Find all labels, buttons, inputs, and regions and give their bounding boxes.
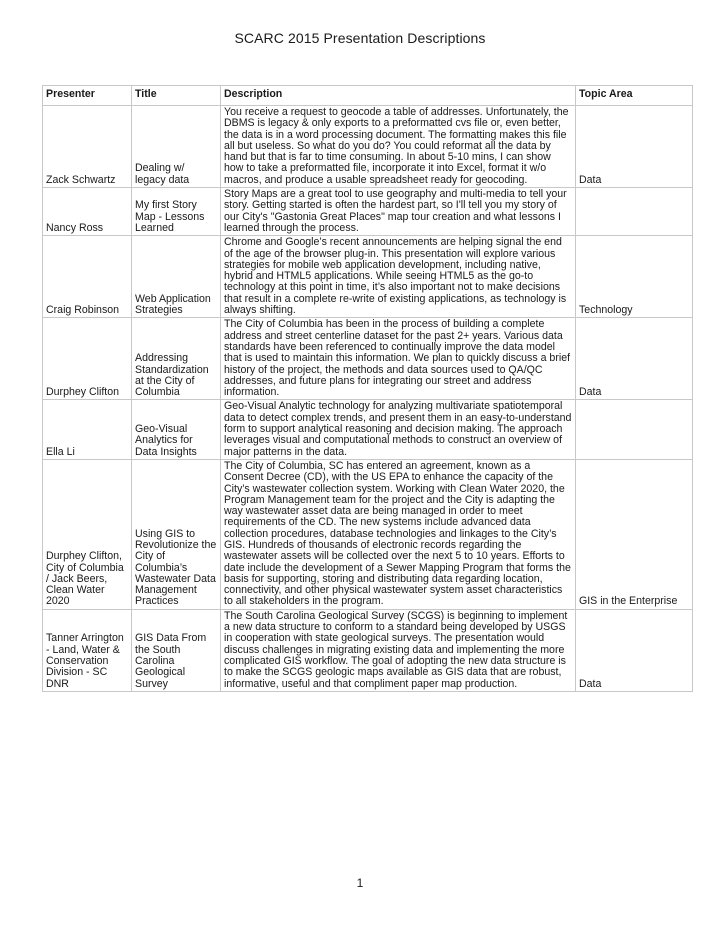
table-row <box>43 106 693 188</box>
table-row <box>43 188 693 236</box>
topic-cell: Data <box>576 609 693 691</box>
title-cell: Dealing w/ legacy data <box>132 106 221 188</box>
description-cell: The City of Columbia, SC has entered an agreement, known as a Consent Decree (CD), with the US EPA to enhance the capacity of the City’s wastewater collection system. Working with Clean Water 2020, the Program Management team for the project and the City is adapting the way wastewater asset data are being managed in order to meet requirements of the CD. The new systems include advanced data collection procedures, database technologies and linkages to the City’s GIS. Hundreds of thousands of electronic records regarding the wastewater assets will be collected over the next 5 to 10 years. Efforts to date include the development of a Sewer Mapping Program that forms the basis for supporting, storing and distributing data regarding location, connectivity, and other physical wastewater system asset characteristics to all stakeholders in the program. <box>221 459 576 609</box>
description-cell: You receive a request to geocode a table of addresses. Unfortunately, the DBMS is legacy & only exports to a preformatted cvs file or, even better, the data is in a word processing document. The formatting makes this file all but useless. So what do you do? You could reformat all the data by hand but that is far to time consuming. In about 5-10 mins, I can show how to take a preformatted file, incorporate it into Excel, format it w/o macros, and produce a usable spreadsheet ready for geocoding. <box>221 106 576 188</box>
title-cell: Addressing Standardization at the City of Columbia <box>132 318 221 400</box>
header-title: Title <box>132 86 221 106</box>
document-title: SCARC 2015 Presentation Descriptions <box>234 30 486 46</box>
topic-cell <box>576 400 693 459</box>
table-row <box>43 236 693 318</box>
table-row <box>43 459 693 609</box>
description-cell: The City of Columbia has been in the process of building a complete address and street centerline dataset for the past 2+ years. Various data standards have been referenced to continually improve the data model that is used to maintain this information. We plan to quickly discuss a brief history of the project, the methods and data sources used to QA/QC addresses, and future plans for integrating our street and address information. <box>221 318 576 400</box>
table-row <box>43 318 693 400</box>
header-presenter: Presenter <box>43 86 132 106</box>
header-topic-area: Topic Area <box>576 86 693 106</box>
presenter-cell: Durphey Clifton <box>43 318 132 400</box>
presenter-cell: Tanner Arrington - Land, Water & Conservation Division - SC DNR <box>43 609 132 691</box>
description-cell: Chrome and Google’s recent announcements are helping signal the end of the age of the browser plug-in. This presentation will explore various strategies for mobile web application development, including native, hybrid and HTML5 applications. While seeing HTML5 as the go-to technology at this point in time, it’s also important not to make decisions that result in a complete re-write of existing applications, as technology is always shifting. <box>221 236 576 318</box>
topic-cell: Technology <box>576 236 693 318</box>
title-cell: Using GIS to Revolutionize the City of Columbia’s Wastewater Data Management Practices <box>132 459 221 609</box>
description-cell: The South Carolina Geological Survey (SCGS) is beginning to implement a new data structure to conform to a standard being developed by USGS in cooperation with state geological surveys. The presentation would discuss challenges in migrating existing data and implementing the more complicated GIS workflow. The goal of adopting the new data structure is to make the SCGS geologic maps available as GIS data that are robust, informative, useful and that compliment paper map production. <box>221 609 576 691</box>
header-description: Description <box>221 86 576 106</box>
title-cell: Geo-Visual Analytics for Data Insights <box>132 400 221 459</box>
presentation-table <box>42 85 693 692</box>
topic-cell: Data <box>576 106 693 188</box>
table-row <box>43 609 693 691</box>
title-cell: My first Story Map - Lessons Learned <box>132 188 221 236</box>
page-number: 1 <box>356 876 364 890</box>
table-row <box>43 400 693 459</box>
description-cell: Story Maps are a great tool to use geography and multi-media to tell your story. Getting started is often the hardest part, so I'll tell you my story of our City's "Gastonia Great Places" map tour creation and what lessons I learned through the process. <box>221 188 576 236</box>
topic-cell: Data <box>576 318 693 400</box>
presenter-cell: Zack Schwartz <box>43 106 132 188</box>
header-row <box>43 86 693 106</box>
presenter-cell: Ella Li <box>43 400 132 459</box>
topic-cell <box>576 188 693 236</box>
presenter-cell: Craig Robinson <box>43 236 132 318</box>
description-cell: Geo-Visual Analytic technology for analyzing multivariate spatiotemporal data to detect complex trends, and present them in an easy-to-understand form to support analytical reasoning and decision making. The approach leverages visual and computational methods to construct an overview of major patterns in the data. <box>221 400 576 459</box>
title-cell: GIS Data From the South Carolina Geological Survey <box>132 609 221 691</box>
presenter-cell: Nancy Ross <box>43 188 132 236</box>
title-cell: Web Application Strategies <box>132 236 221 318</box>
presenter-cell: Durphey Clifton, City of Columbia / Jack Beers, Clean Water 2020 <box>43 459 132 609</box>
topic-cell: GIS in the Enterprise <box>576 459 693 609</box>
